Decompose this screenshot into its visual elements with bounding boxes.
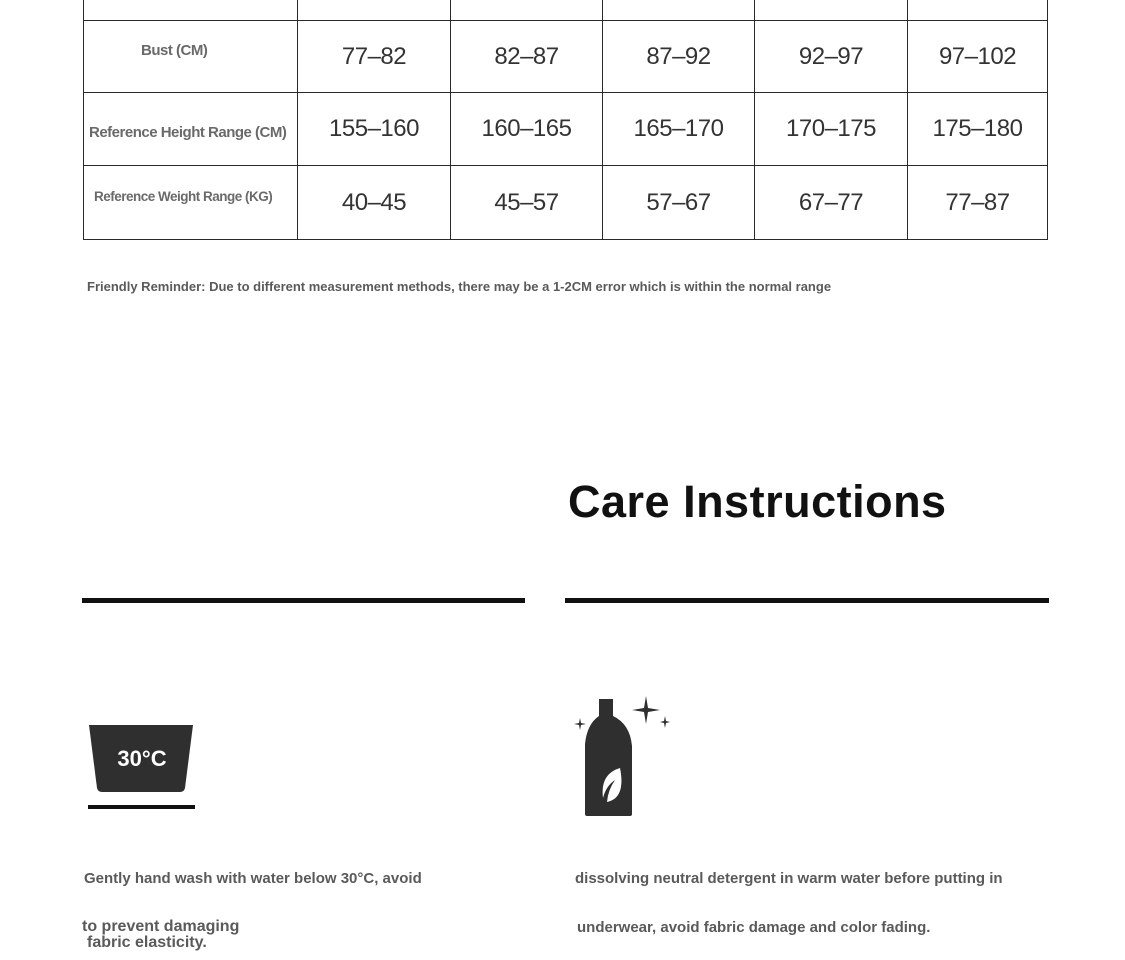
table-cell: 170–175 — [755, 93, 908, 166]
table-cell: 155–160 — [298, 93, 451, 166]
care-instructions-title: Care Instructions — [568, 476, 947, 527]
detergent-text-line1: dissolving neutral detergent in warm water before putting in — [575, 870, 1003, 887]
table-cell: 40–45 — [298, 166, 451, 240]
table-cell: 77–82 — [298, 21, 451, 93]
table-cell: 175–180 — [908, 93, 1048, 166]
table-cell: 165–170 — [603, 93, 755, 166]
detergent-text-line2: underwear, avoid fabric damage and color fading. — [577, 919, 931, 936]
divider-left — [82, 598, 525, 603]
table-cell: 67–77 — [755, 166, 908, 240]
row-label-height: Reference Height Range (CM) — [84, 93, 298, 166]
table-cell: 82–87 — [451, 21, 603, 93]
wash-temperature-label: 30°C — [117, 746, 167, 771]
table-cell: 92–97 — [755, 21, 908, 93]
hand-wash-text-line2: to prevent damaging — [82, 918, 240, 935]
row-label-bust: Bust (CM) — [84, 21, 298, 93]
hand-wash-text-line1: Gently hand wash with water below 30°C, avoid — [84, 870, 422, 887]
table-cell — [755, 0, 908, 21]
table-cell: 77–87 — [908, 166, 1048, 240]
table-cell — [298, 0, 451, 21]
detergent-bottle-icon — [570, 694, 670, 818]
table-row-bust — [84, 21, 1048, 93]
table-cell: 160–165 — [451, 93, 603, 166]
table-cell: 45–57 — [451, 166, 603, 240]
size-chart-table — [83, 0, 1048, 240]
row-label — [84, 0, 298, 21]
table-cell — [908, 0, 1048, 21]
table-row-weight — [84, 166, 1048, 240]
table-cell: 97–102 — [908, 21, 1048, 93]
table-row-height — [84, 93, 1048, 166]
table-cell: 57–67 — [603, 166, 755, 240]
hand-wash-text-line3: fabric elasticity. — [87, 934, 207, 951]
divider-right — [565, 598, 1049, 603]
table-row-header — [84, 0, 1048, 21]
table-cell: 87–92 — [603, 21, 755, 93]
wash-basin-icon — [86, 722, 198, 812]
row-label-weight: Reference Weight Range (KG) — [84, 166, 298, 240]
table-cell — [603, 0, 755, 21]
friendly-reminder: Friendly Reminder: Due to different measurement methods, there may be a 1-2CM error which is within the normal range — [87, 279, 832, 294]
table-cell — [451, 0, 603, 21]
